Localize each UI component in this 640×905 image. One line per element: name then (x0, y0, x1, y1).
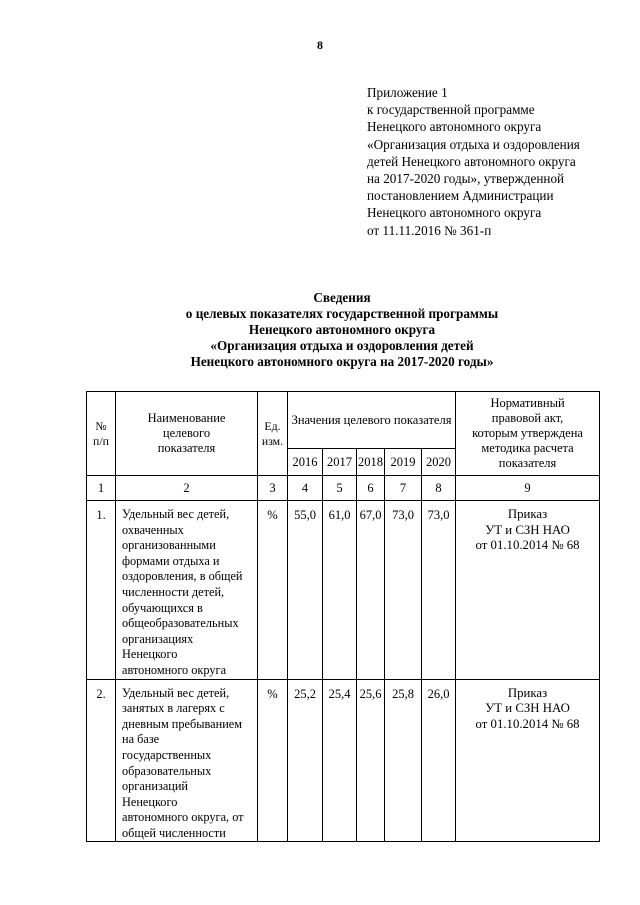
column-number: 6 (357, 476, 385, 501)
appendix-line: от 11.11.2016 № 361-п (367, 222, 492, 238)
appendix-line: постановлением Администрации (367, 188, 554, 204)
appendix-line: «Организация отдыха и оздоровления (367, 136, 580, 152)
header-year: 2017 (323, 449, 357, 476)
row-unit: % (258, 501, 288, 680)
column-number: 4 (288, 476, 323, 501)
appendix-line: детей Ненецкого автономного округа (367, 153, 576, 169)
table-row (87, 501, 600, 680)
row-value-2019: 25,8 (385, 679, 422, 842)
header-year: 2016 (288, 449, 323, 476)
row-value-2020: 73,0 (422, 501, 456, 680)
appendix-line: Ненецкого автономного округа (367, 119, 542, 135)
appendix-line: Приложение 1 (367, 85, 448, 100)
header-year: 2019 (385, 449, 422, 476)
title-line: о целевых показателях государственной программы (185, 306, 499, 321)
column-number: 5 (323, 476, 357, 501)
title-line: Ненецкого автономного округа (248, 322, 436, 337)
row-legal-act: Приказ УТ и СЗН НАО от 01.10.2014 № 68 (456, 501, 600, 680)
appendix-line: к государственной программе (367, 102, 535, 118)
row-indicator-name: Удельный вес детей, охваченных организованными формами отдыха и оздоровления, в общей численности детей, обучающихся в общеобразовательных организациях Ненецкого автономного округа (116, 501, 258, 680)
page-number: 8 (317, 38, 323, 52)
header-name: Наименование целевого показателя (116, 392, 258, 476)
appendix-line: на 2017-2020 годы», утвержденной (367, 171, 565, 187)
header-unit: Ед. изм. (258, 392, 288, 476)
title-line: «Организация отдыха и оздоровления детей (210, 338, 474, 353)
column-number: 8 (422, 476, 456, 501)
indicators-table (86, 391, 600, 842)
row-indicator-name: Удельный вес детей, занятых в лагерях с дневным пребыванием на базе государственных образовательных организаций Ненецкого автономного округа, от общей численности (116, 679, 258, 842)
row-value-2018: 67,0 (357, 501, 385, 680)
header-year: 2018 (357, 449, 385, 476)
title-line: Сведения (313, 290, 371, 305)
row-num: 1. (87, 501, 116, 680)
row-value-2017: 61,0 (323, 501, 357, 680)
header-act: Нормативный правовой акт, которым утверждена методика расчета показателя (456, 392, 600, 476)
row-value-2019: 73,0 (385, 501, 422, 680)
row-num: 2. (87, 679, 116, 842)
column-number: 1 (87, 476, 116, 501)
header-values-group: Значения целевого показателя (288, 392, 456, 449)
column-numbers-row (87, 476, 600, 501)
appendix-note (367, 84, 629, 239)
row-value-2016: 25,2 (288, 679, 323, 842)
row-value-2017: 25,4 (323, 679, 357, 842)
column-number: 3 (258, 476, 288, 501)
row-value-2020: 26,0 (422, 679, 456, 842)
row-unit: % (258, 679, 288, 842)
column-number: 2 (116, 476, 258, 501)
row-legal-act: Приказ УТ и СЗН НАО от 01.10.2014 № 68 (456, 679, 600, 842)
header-year: 2020 (422, 449, 456, 476)
appendix-line: Ненецкого автономного округа (367, 205, 542, 221)
column-number: 9 (456, 476, 600, 501)
title-line: Ненецкого автономного округа на 2017-2020 годы» (190, 354, 494, 369)
document-title (0, 290, 640, 370)
header-num: № п/п (87, 392, 116, 476)
row-value-2018: 25,6 (357, 679, 385, 842)
column-number: 7 (385, 476, 422, 501)
row-value-2016: 55,0 (288, 501, 323, 680)
table-row (87, 679, 600, 842)
